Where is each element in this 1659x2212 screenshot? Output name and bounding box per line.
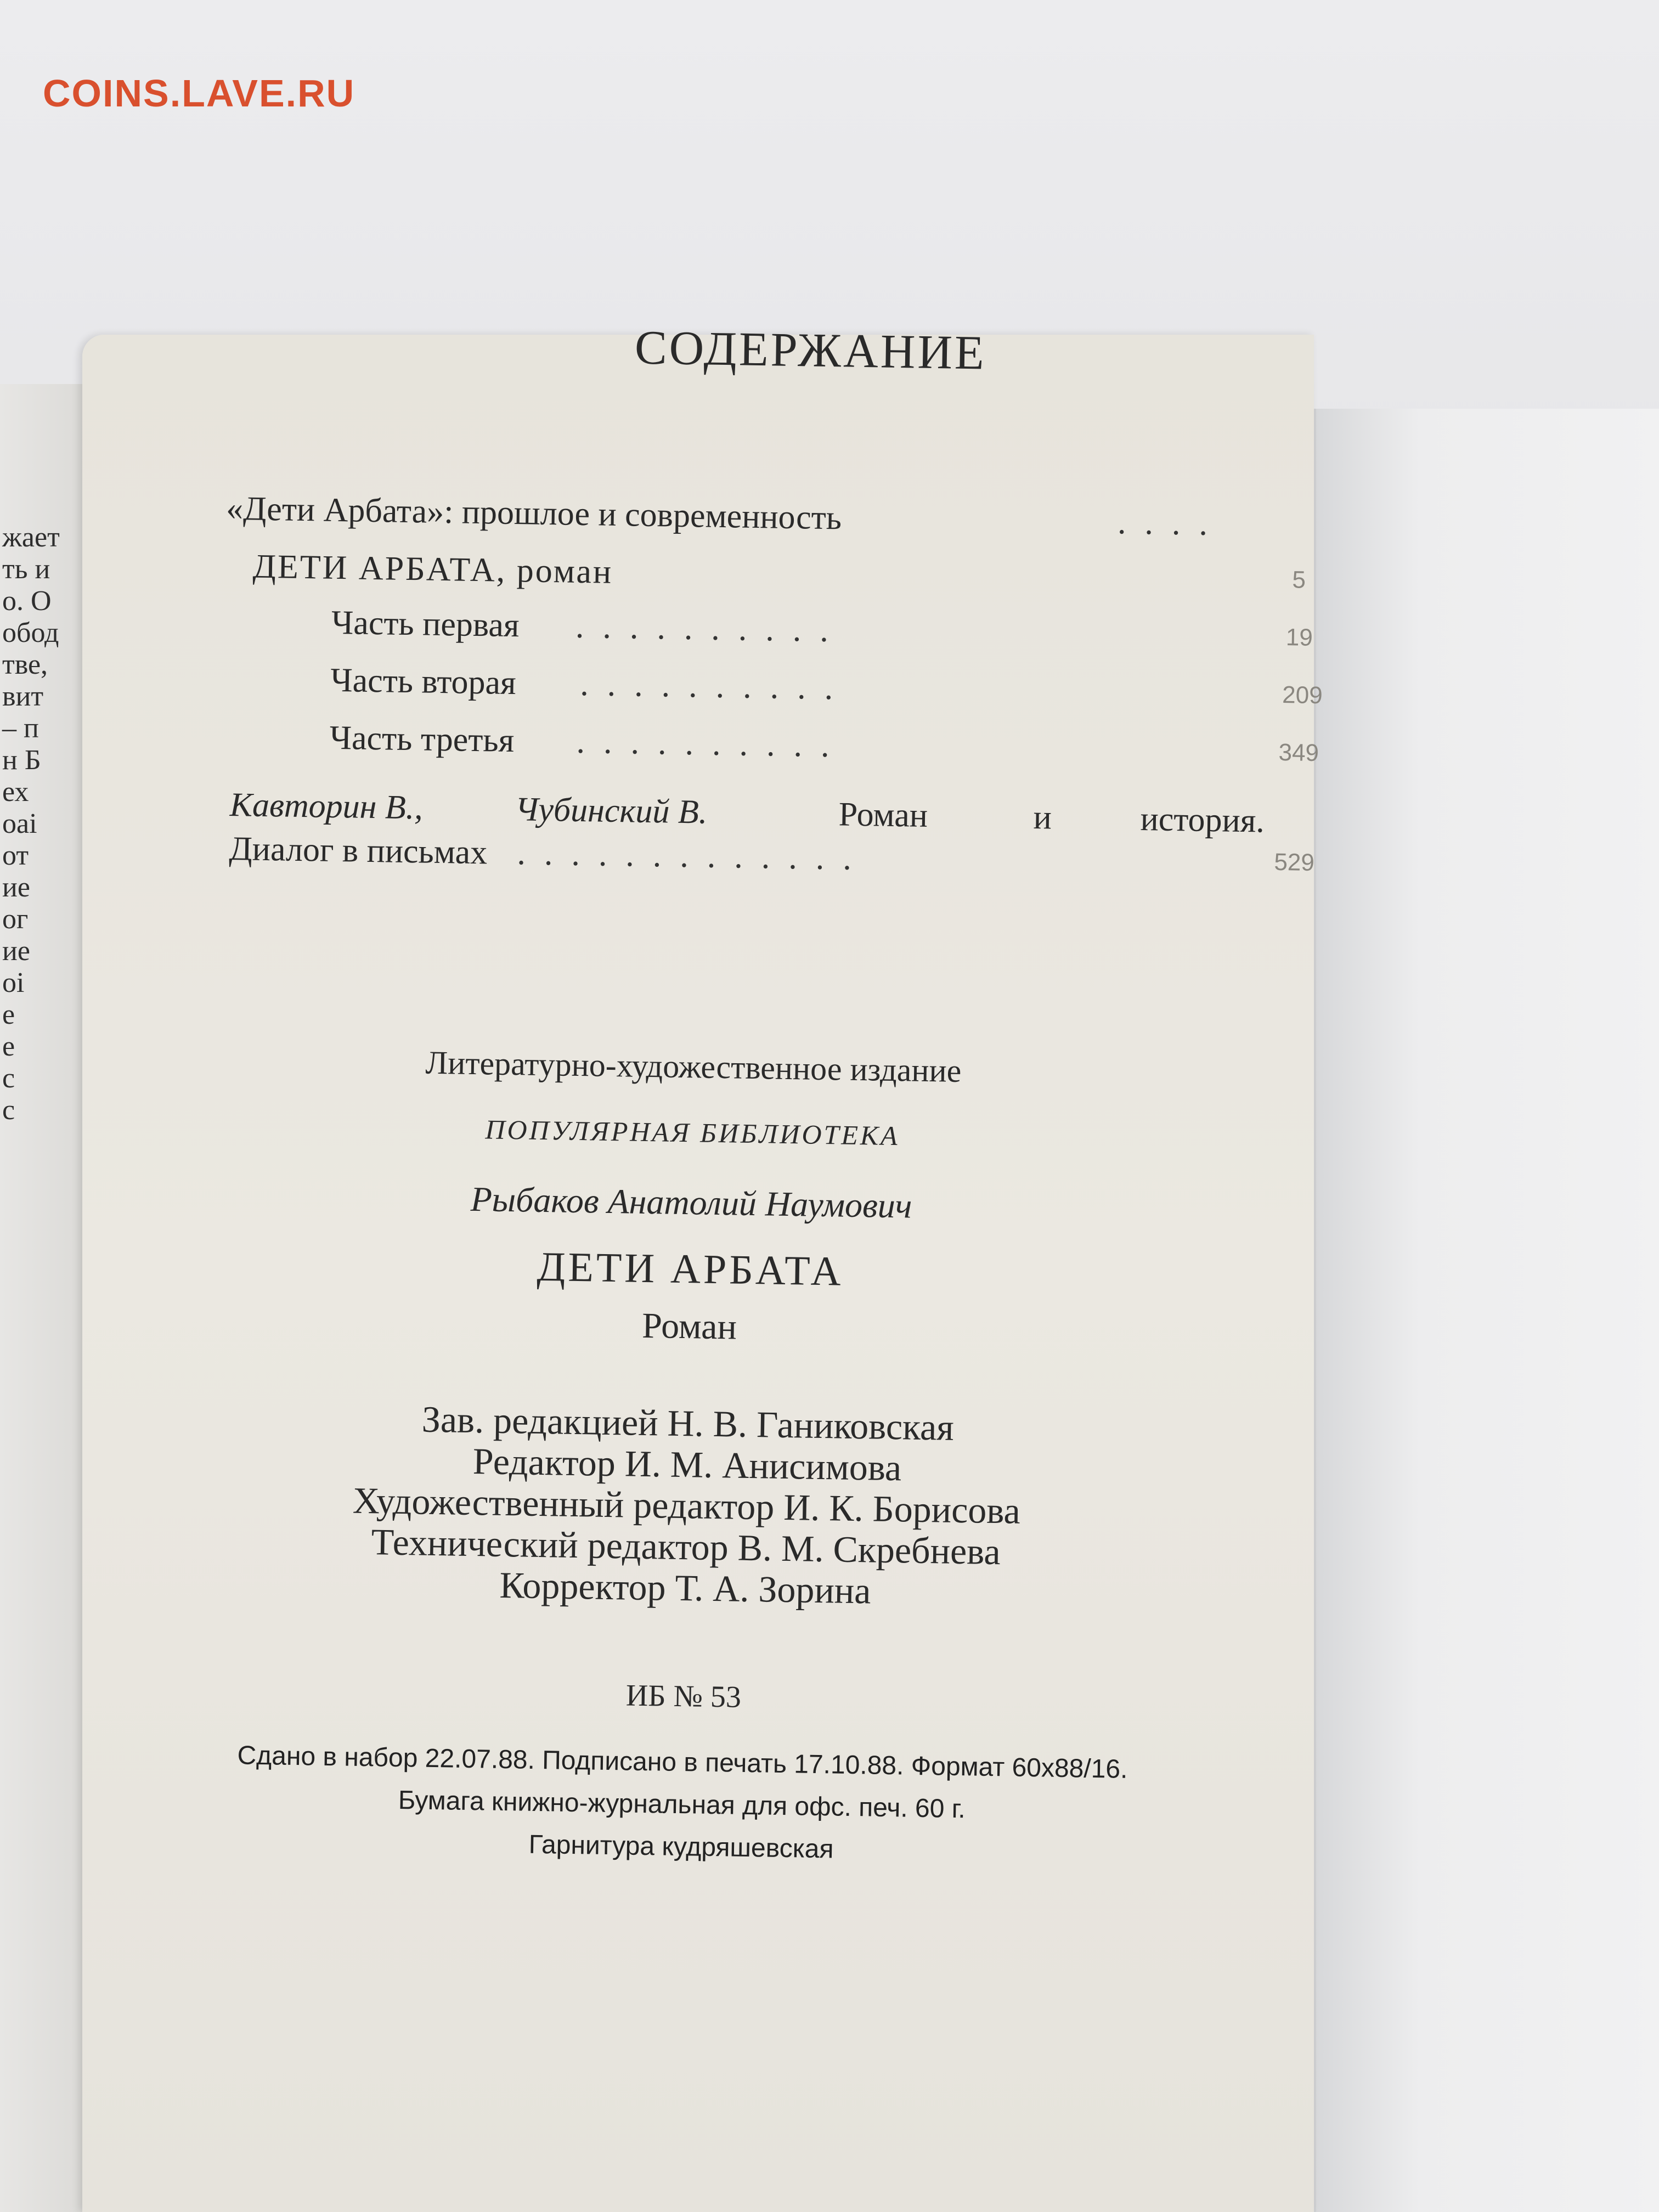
toc-leader-dots: .......... [579, 665, 852, 707]
toc-essay-author-1: Кавторин В., [229, 786, 424, 827]
watermark-text: COINS.LAVE.RU [43, 72, 356, 115]
book-genre: Роман [641, 1305, 737, 1347]
series-name: ПОПУЛЯРНАЯ БИБЛИОТЕКА [485, 1114, 900, 1152]
toc-leader-dots: .... [1117, 504, 1227, 543]
toc-page-number: 529 [1274, 848, 1315, 877]
page-fragment: оі [2, 967, 25, 998]
book-author: Рыбаков Анатолий Наумович [470, 1179, 912, 1226]
page-fragment: тве, [2, 649, 48, 680]
page-fragment: е [2, 999, 15, 1030]
page-fragment: жает [2, 522, 60, 553]
toc-essay-title-line2: Диалог в письмах [229, 830, 488, 872]
toc-entry-intro: «Дети Арбата»: прошлое и современность [225, 489, 842, 537]
page-fragment: ех [2, 776, 29, 808]
credit-line: Корректор Т. А. Зорина [499, 1564, 872, 1612]
page-fragment: обод [2, 617, 59, 648]
credit-line: Художественный редактор И. К. Борисова [352, 1479, 1021, 1532]
previous-page-edge [0, 384, 86, 2212]
page-fragment: н Б [2, 744, 41, 776]
credit-line: Редактор И. М. Анисимова [472, 1440, 902, 1489]
credit-line: Технический редактор В. М. Скребнева [371, 1521, 1001, 1573]
toc-essay-title-word: и [1033, 798, 1052, 837]
page-fragment: е [2, 1031, 15, 1062]
toc-essay-title-word: история. [1140, 800, 1265, 840]
page-fragment: от [2, 840, 29, 871]
next-page-edge [1314, 409, 1659, 2212]
page-fragment: – п [2, 713, 39, 744]
toc-essay-title-word: Роман [838, 795, 928, 834]
page-fragment: вит [2, 681, 44, 712]
page-fragment: ть и [2, 554, 50, 585]
toc-entry-part-2: Часть вторая [330, 661, 517, 702]
credit-line: Зав. редакцией Н. В. Ганиковская [421, 1398, 955, 1448]
toc-essay-author-2: Чубинский В. [515, 791, 708, 831]
page-content [65, 0, 1325, 1887]
page-fragment: с [2, 1063, 15, 1094]
toc-page-number: 5 [1292, 566, 1306, 594]
toc-entry-novel: ДЕТИ АРБАТА, роман [252, 548, 613, 591]
toc-title: СОДЕРЖАНИЕ [634, 321, 987, 380]
toc-page-number: 349 [1278, 738, 1319, 767]
toc-entry-part-1: Часть первая [331, 603, 520, 645]
page-fragment: ие [2, 872, 30, 903]
imprint-line: Бумага книжно-журнальная для офс. печ. 60 г. [398, 1786, 966, 1824]
imprint-line: Гарнитура кудряшевская [528, 1830, 834, 1864]
ib-number: ИБ № 53 [625, 1678, 742, 1714]
page-fragment: ог [2, 904, 29, 935]
edition-type: Литературно-художественное издание [425, 1044, 962, 1089]
page-fragment: ие [2, 935, 30, 967]
imprint-line: Сдано в набор 22.07.88. Подписано в печать 17.10.88. Формат 60х88/16. [237, 1741, 1128, 1784]
book-title: ДЕТИ АРБАТА [536, 1243, 844, 1295]
page-fragment: оаі [2, 808, 37, 839]
toc-page-number: 19 [1285, 624, 1313, 651]
toc-page-number: 209 [1282, 681, 1323, 709]
page-fragment: с [2, 1094, 15, 1126]
toc-leader-dots: ............. [516, 834, 871, 878]
toc-entry-part-3: Часть третья [329, 719, 515, 760]
page-fragment: о. О [2, 585, 52, 617]
toc-leader-dots: .......... [576, 723, 849, 765]
toc-leader-dots: .......... [575, 607, 848, 650]
